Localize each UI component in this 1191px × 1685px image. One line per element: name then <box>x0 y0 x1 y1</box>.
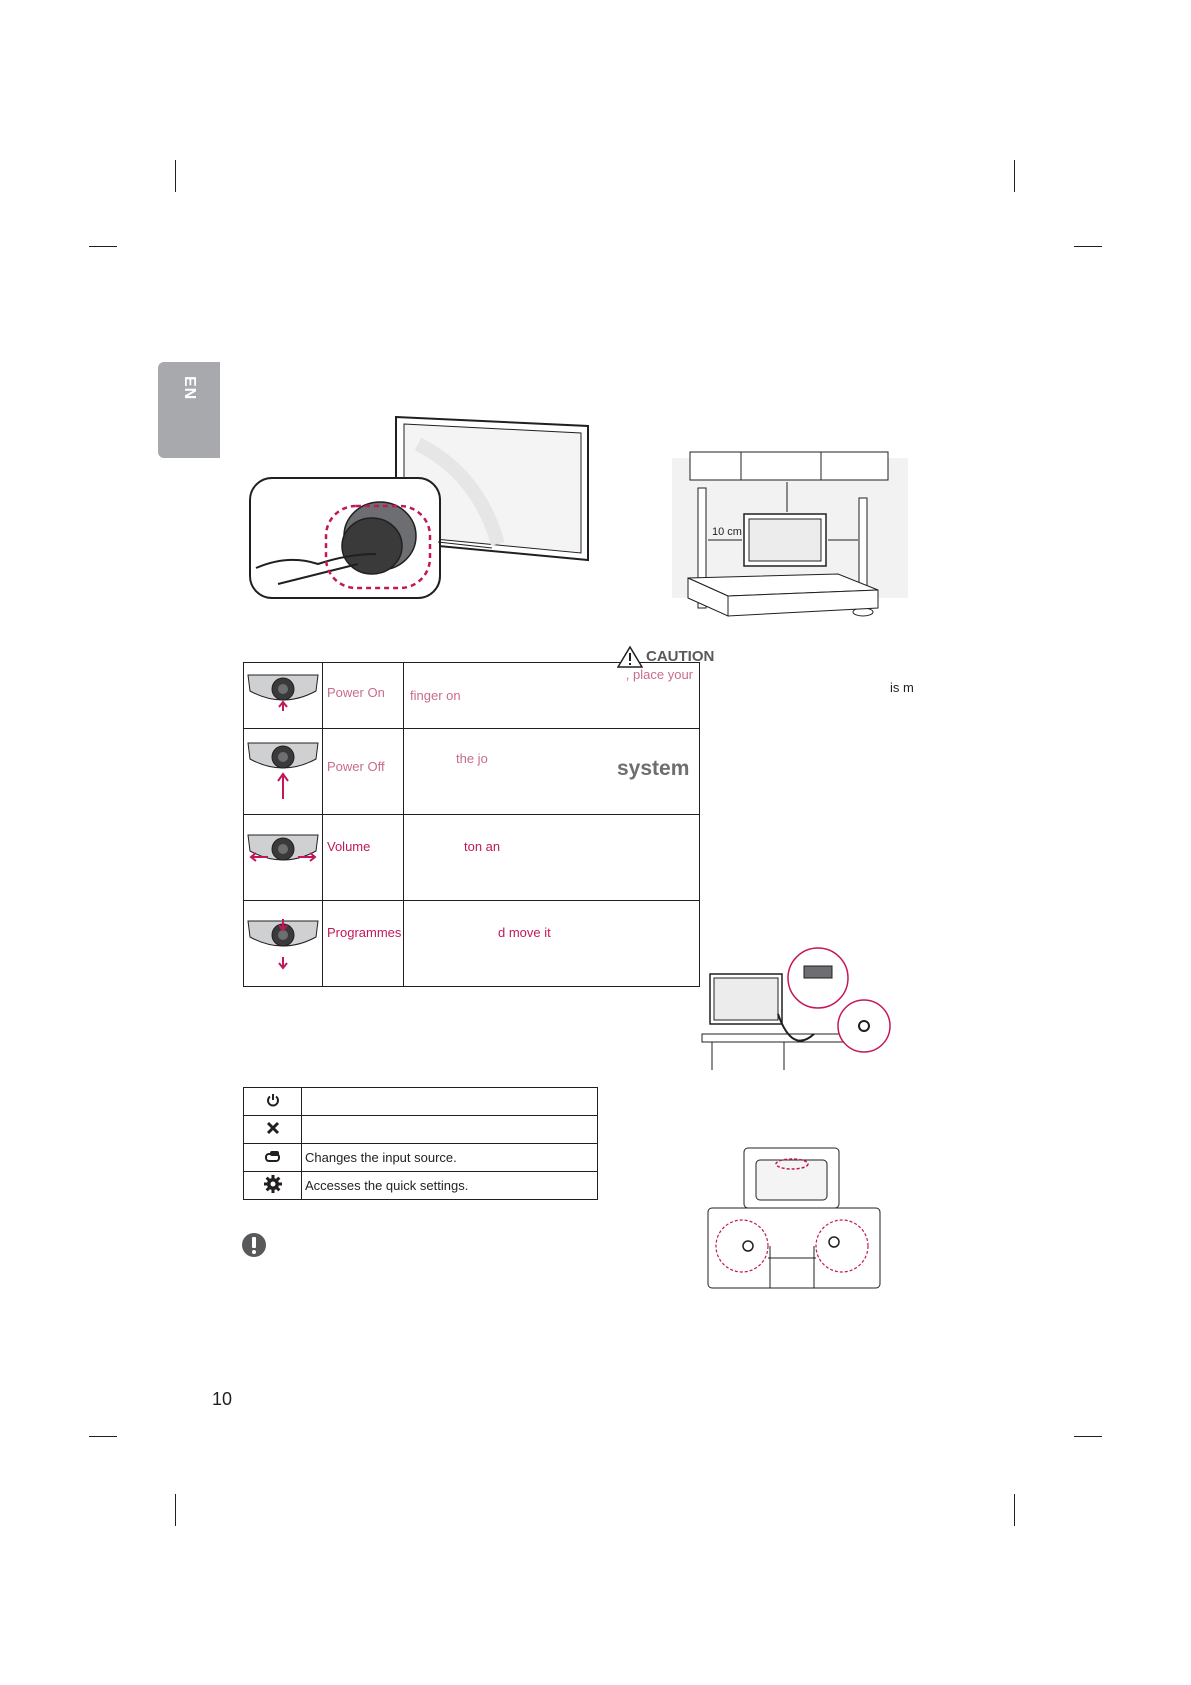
note-exclamation-icon <box>241 1232 267 1258</box>
table-row <box>244 815 700 901</box>
joystick-illustration-cell <box>244 901 323 987</box>
crop-mark <box>175 1494 176 1526</box>
menu-item-description <box>302 1088 598 1116</box>
menu-icon-table <box>243 1087 598 1200</box>
joystick-up-down-arrows-icon <box>244 901 322 981</box>
caution-text-fragment: is m <box>890 680 914 695</box>
joystick-illustration-cell <box>244 663 323 729</box>
joystick-function-description: ton an <box>404 815 700 901</box>
joystick-function-label: Volume <box>323 815 404 901</box>
warning-triangle-icon <box>617 646 643 668</box>
menu-item-description: Accesses the quick settings. <box>302 1172 598 1200</box>
section-heading: system <box>617 757 690 780</box>
joystick-function-description: the jo <box>404 729 700 815</box>
tv-joystick-illustration <box>248 414 591 600</box>
table-row <box>244 1144 598 1172</box>
table-row <box>244 901 700 987</box>
settings-icon <box>264 1175 282 1193</box>
joystick-long-up-arrow-icon <box>244 729 322 809</box>
table-row <box>244 663 700 729</box>
joystick-function-label: Power Off <box>323 729 404 815</box>
tv-clearance-illustration <box>668 448 918 620</box>
menu-icon-cell <box>244 1116 302 1144</box>
joystick-illustration-cell <box>244 815 323 901</box>
menu-icon-cell <box>244 1088 302 1116</box>
language-tab-label: EN <box>181 376 198 401</box>
table-row <box>244 1116 598 1144</box>
page-number: 10 <box>212 1389 233 1409</box>
caution-title: CAUTION <box>646 648 715 665</box>
menu-icon-cell <box>244 1172 302 1200</box>
joystick-left-right-arrows-icon <box>244 815 322 895</box>
joystick-function-label: Power On <box>323 663 404 729</box>
security-cable-illustration <box>692 944 894 1072</box>
table-row <box>244 1088 598 1116</box>
joystick-up-arrow-icon <box>244 663 322 723</box>
crop-mark <box>1014 1494 1015 1526</box>
table-row <box>244 1172 598 1200</box>
menu-icon-cell <box>244 1144 302 1172</box>
joystick-illustration-cell <box>244 729 323 815</box>
joystick-function-label: Programmes <box>323 901 404 987</box>
wall-mount-illustration <box>706 1146 882 1290</box>
crop-mark <box>1074 246 1102 247</box>
joystick-function-table <box>243 662 700 987</box>
joystick-function-description: d move it <box>404 901 700 987</box>
menu-item-description <box>302 1116 598 1144</box>
close-icon <box>266 1121 280 1135</box>
joystick-function-description: , place your finger on <box>404 663 700 729</box>
input-icon <box>264 1149 282 1163</box>
clearance-label: 10 cm <box>712 526 742 538</box>
power-icon <box>266 1093 280 1107</box>
menu-item-description: Changes the input source. <box>302 1144 598 1172</box>
crop-mark <box>89 1436 117 1437</box>
crop-mark <box>1074 1436 1102 1437</box>
crop-mark <box>1014 160 1015 192</box>
language-tab <box>158 362 220 458</box>
crop-mark <box>89 246 117 247</box>
crop-mark <box>175 160 176 192</box>
